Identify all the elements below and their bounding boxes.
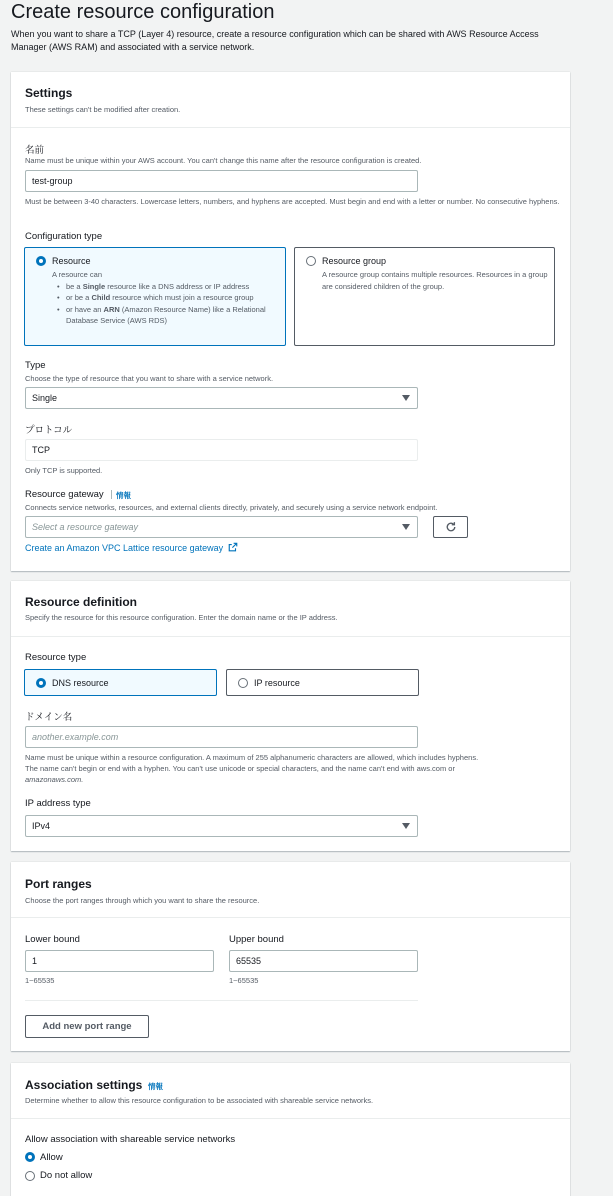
name-input[interactable]: test-group <box>25 170 418 192</box>
resource-definition-title: Resource definition <box>25 595 138 609</box>
page-description: When you want to share a TCP (Layer 4) resource, create a resource configuration which can be shared with AWS Resource Access Manager (AWS RAM) and associated with a service network. <box>11 29 539 52</box>
resource-group-tile-desc: A resource group contains multiple resources. Resources in a group are considered children of the group. <box>322 270 548 291</box>
create-gateway-link[interactable] <box>25 542 238 553</box>
dropdown-arrow-icon <box>402 395 410 401</box>
gateway-label: Resource gateway <box>25 489 104 500</box>
gateway-hint: Connects service networks, resources, and external clients directly, privately, and securely using a service network endpoint. <box>25 503 438 512</box>
bullet-single: • be a Single resource like a DNS address or IP address <box>52 281 280 293</box>
resource-radio[interactable] <box>36 256 46 266</box>
type-select[interactable] <box>25 387 418 409</box>
domain-label: ドメイン名 <box>25 712 73 723</box>
settings-header <box>11 72 570 128</box>
resource-group-tile-title: Resource group <box>322 256 387 266</box>
allow-association-label: Allow association with shareable service networks <box>25 1134 236 1145</box>
lower-bound-input[interactable]: 1 <box>25 950 214 972</box>
lower-bound-label: Lower bound <box>25 934 80 945</box>
resource-definition-panel <box>11 581 570 851</box>
resource-tile[interactable] <box>24 247 286 346</box>
bullet-arn: • or have an ARN (Amazon Resource Name) like a Relational Database Service (AWS RDS) <box>52 304 280 327</box>
page-title: Create resource configuration <box>11 1 275 23</box>
settings-panel <box>11 72 570 571</box>
ip-type-select-value: IPv4 <box>32 821 51 831</box>
do-not-allow-option-label[interactable]: Do not allow <box>40 1170 93 1181</box>
ip-resource-radio[interactable] <box>238 678 248 688</box>
gateway-select-placeholder: Select a resource gateway <box>32 522 139 532</box>
resource-group-tile[interactable] <box>294 247 555 346</box>
domain-hint <box>25 752 565 785</box>
port-range-divider <box>25 1000 418 1001</box>
refresh-button[interactable] <box>433 516 468 538</box>
settings-subtitle: These settings can't be modified after creation. <box>25 105 181 114</box>
refresh-icon <box>445 521 457 533</box>
dns-resource-radio[interactable] <box>36 678 46 688</box>
allow-radio[interactable] <box>25 1152 35 1162</box>
ip-type-select[interactable] <box>25 815 418 837</box>
domain-hint-line-1: Name must be unique within a resource configuration. A maximum of 255 alphanumeric characters are allowed, which includes hyphens. <box>25 753 479 762</box>
type-label: Type <box>25 360 46 371</box>
association-header <box>11 1063 570 1119</box>
bullet-child: • or be a Child resource which must join a resource group <box>52 292 280 304</box>
association-subtitle: Determine whether to allow this resource configuration to be associated with shareable service networks. <box>25 1096 374 1105</box>
ip-resource-tile[interactable] <box>226 669 419 696</box>
resource-definition-header <box>11 581 570 637</box>
resource-tile-desc <box>52 269 280 327</box>
do-not-allow-radio[interactable] <box>25 1171 35 1181</box>
add-port-range-button[interactable]: Add new port range <box>25 1015 149 1038</box>
dns-resource-label: DNS resource <box>52 678 109 688</box>
protocol-field: TCP <box>25 439 418 461</box>
resource-definition-subtitle: Specify the resource for this resource configuration. Enter the domain name or the IP address. <box>25 613 338 622</box>
type-select-value: Single <box>32 393 58 403</box>
name-constraint: Must be between 3-40 characters. Lowercase letters, numbers, and hyphens are accepted. Must begin and end with a letter or number. No consecutive hyphens. <box>25 197 560 206</box>
domain-input[interactable]: another.example.com <box>25 726 418 748</box>
association-panel <box>11 1063 570 1196</box>
dropdown-arrow-icon <box>402 524 410 530</box>
settings-title: Settings <box>25 86 73 100</box>
external-link-icon <box>228 542 238 552</box>
association-title: Association settings <box>25 1078 143 1092</box>
resource-tile-title: Resource <box>52 256 91 266</box>
port-ranges-header <box>11 862 570 918</box>
ip-type-label: IP address type <box>25 798 91 809</box>
resource-type-label: Resource type <box>25 652 87 663</box>
create-gateway-link-text: Create an Amazon VPC Lattice resource gateway <box>25 543 224 553</box>
ip-resource-label: IP resource <box>254 678 300 688</box>
protocol-label: プロトコル <box>25 425 73 436</box>
port-ranges-panel <box>11 862 570 1051</box>
domain-hint-line-3: amazonaws.com. <box>25 775 84 784</box>
gateway-info-link[interactable]: 情報 <box>116 491 131 500</box>
name-label: 名前 <box>25 145 45 156</box>
upper-bound-input[interactable]: 65535 <box>229 950 418 972</box>
allow-option-label[interactable]: Allow <box>40 1152 63 1163</box>
protocol-hint: Only TCP is supported. <box>25 466 103 475</box>
type-hint: Choose the type of resource that you want to share with a service network. <box>25 374 274 383</box>
resource-tile-bullets <box>52 281 280 327</box>
dropdown-arrow-icon <box>402 823 410 829</box>
resource-group-radio[interactable] <box>306 256 316 266</box>
gateway-select[interactable] <box>25 516 418 538</box>
name-hint: Name must be unique within your AWS account. You can't change this name after the resource configuration is created. <box>25 156 422 165</box>
upper-bound-hint: 1~65535 <box>229 976 259 985</box>
config-type-label: Configuration type <box>25 231 103 242</box>
port-ranges-subtitle: Choose the port ranges through which you want to share the resource. <box>25 896 260 905</box>
resource-tile-intro: A resource can <box>52 270 103 279</box>
domain-hint-line-2: The name can't begin or end with a hyphen. You can't use unicode or special characters, and the name can't end with aws.com or <box>25 764 455 773</box>
gateway-info-divider <box>111 490 112 499</box>
dns-resource-tile[interactable] <box>24 669 217 696</box>
lower-bound-hint: 1~65535 <box>25 976 55 985</box>
port-ranges-title: Port ranges <box>25 877 92 891</box>
association-info-link[interactable]: 情報 <box>148 1082 163 1091</box>
upper-bound-label: Upper bound <box>229 934 284 945</box>
